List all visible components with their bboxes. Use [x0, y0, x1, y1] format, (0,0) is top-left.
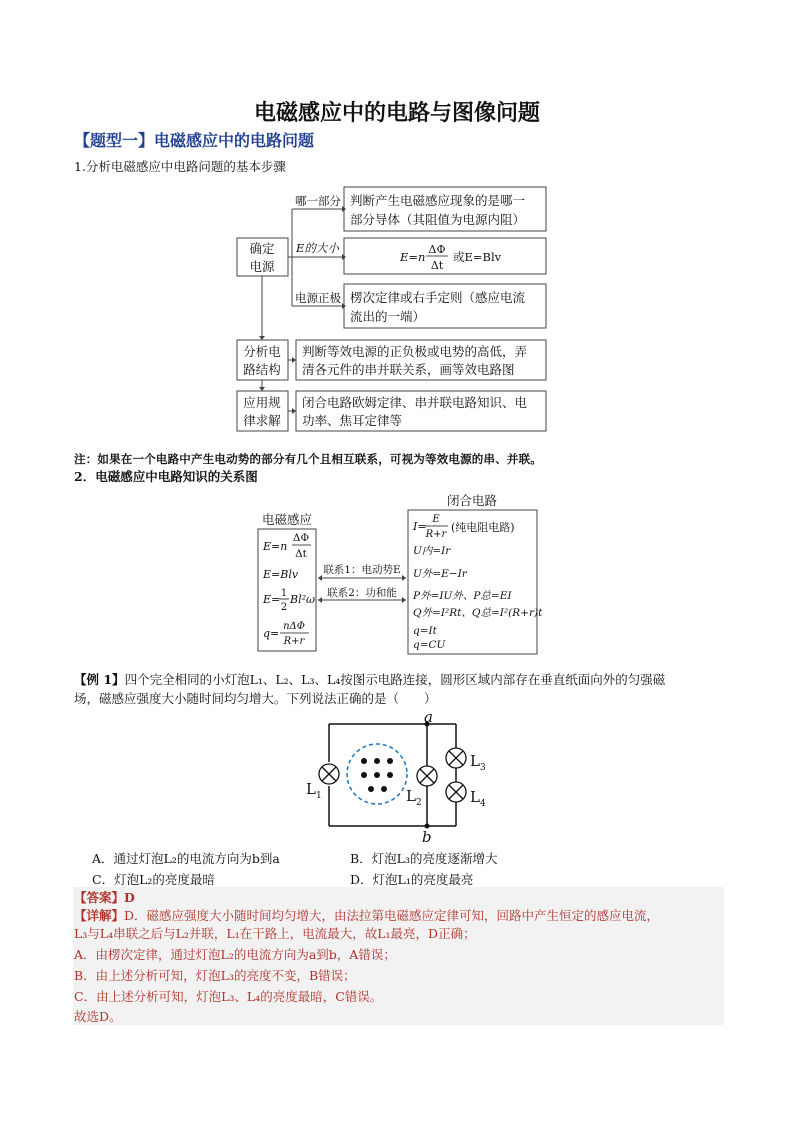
label-pole: 电源正极: [295, 291, 341, 305]
emf-num: ΔΦ: [428, 243, 446, 256]
box-apply-desc-l1: 闭合电路欧姆定律、串并联电路知识、电: [302, 395, 528, 410]
answer-detail-2: L₃与L₄串联之后与L₂并联，L₁在干路上，电流最大，故L₁最亮，D正确；: [74, 926, 476, 941]
lamp-l4: [446, 782, 466, 802]
step2-heading: 2．电磁感应中电路知识的关系图: [74, 469, 258, 484]
right-q: Q外=I²Rt、Q总=I²(R+r)t: [413, 607, 543, 619]
answer-line-c: C．由上述分析可知，灯泡L₃、L₄的亮度最暗，C错误。: [74, 989, 383, 1004]
left-e3a: E=: [263, 593, 281, 606]
box-source-l2: 电源: [249, 259, 275, 274]
lamp-l3: [446, 748, 466, 768]
box-source-l1: 确定: [249, 241, 275, 256]
lamp-l1-sub: 1: [316, 791, 322, 801]
emf-den: Δt: [430, 259, 444, 272]
detail-line1: D．磁感应强度大小随时间均匀增大，由法拉第电磁感应定律可知，回路中产生恒定的感应电流，: [124, 908, 660, 923]
relation-left-title: 电磁感应: [261, 512, 313, 527]
left-q-num: nΔΦ: [283, 621, 305, 632]
option-b[interactable]: B．灯泡L₃的亮度逐渐增大: [350, 851, 498, 866]
link-2: 联系2：功和能: [327, 587, 397, 599]
right-q2: q=It: [413, 625, 437, 637]
right-u1: U内=Ir: [413, 545, 451, 557]
left-e3-num: 1: [280, 588, 288, 599]
right-i-num: E: [432, 514, 440, 525]
box-apply-desc-l2: 功率、焦耳定律等: [302, 413, 403, 428]
detail-tag: 【详解】: [74, 908, 125, 923]
option-c[interactable]: C．灯泡L₂的亮度最暗: [92, 872, 215, 887]
field-dots: [361, 758, 393, 792]
left-e1-num: ΔΦ: [292, 532, 310, 544]
box-part-l1: 判断产生电磁感应现象的是哪一: [350, 193, 526, 208]
left-q-den: R+r: [283, 636, 305, 647]
lamp-l3-sub: 3: [480, 763, 486, 773]
box-struct-desc-l2: 清各元件的串并联关系，画等效电路图: [302, 362, 515, 377]
box-struct-l1: 分析电: [243, 344, 281, 359]
right-u2: U外=E−Ir: [413, 568, 467, 580]
box-pole-l1: 楞次定律或右手定则（感应电流: [350, 290, 526, 305]
node-b: b: [422, 828, 432, 846]
right-i-note: (纯电阻电路): [451, 521, 515, 534]
lamp-l3-label: L: [470, 752, 480, 770]
right-p: P外=IU外、P总=EI: [413, 590, 512, 602]
section-heading: 【题型一】电磁感应中的电路问题: [74, 131, 315, 150]
right-i: I=: [413, 520, 427, 533]
page-title: 电磁感应中的电路与图像问题: [253, 101, 540, 126]
label-emf: E的大小: [296, 241, 339, 255]
left-e3-den: 2: [280, 602, 288, 613]
box-struct-l2: 路结构: [243, 362, 281, 377]
lamp-l4-label: L: [470, 788, 480, 806]
option-d[interactable]: D．灯泡L₁的亮度最亮: [350, 872, 474, 887]
right-i-den: R+r: [425, 529, 447, 540]
answer-label: 【答案】D: [74, 890, 135, 905]
node-a: a: [424, 708, 433, 726]
answer-line-b: B．由上述分析可知，灯泡L₃的亮度不变，B错误；: [74, 968, 356, 983]
lamp-l2-sub: 2: [416, 798, 422, 808]
box-struct-desc-l1: 判断等效电源的正负极或电势的高低，弄: [302, 344, 528, 359]
answer-detail-1: [74, 907, 659, 925]
example-stem-line2: 场，磁感应强度大小随时间均匀增大。下列说法正确的是（ ）: [74, 691, 437, 706]
left-e2: E=Blv: [263, 568, 299, 581]
link-1: 联系1：电动势E: [323, 564, 401, 576]
right-q3: q=CU: [413, 639, 446, 651]
left-q: q=: [263, 627, 280, 640]
left-e1-den: Δt: [295, 548, 307, 560]
box-part-l2: 部分导体（其阻值为电源内阻）: [350, 212, 526, 227]
example-stem-1: [74, 671, 665, 689]
left-e3b: Bl²ω: [290, 593, 315, 606]
emf-prefix: E=n: [400, 250, 426, 264]
example-stem-line1: 四个完全相同的小灯泡L₁、L₂、L₃、L₄按图示电路连接，圆形区域内部存在垂直纸面向外的匀强磁: [124, 672, 666, 687]
answer-line-a: A．由楞次定律，通过灯泡L₂的电流方向为a到b，A错误；: [74, 947, 396, 962]
lamp-l2: [417, 766, 437, 786]
box-apply-l1: 应用规: [243, 395, 281, 410]
note: 注：如果在一个电路中产生电动势的部分有几个且相互联系，可视为等效电源的串、并联。: [74, 452, 542, 466]
option-a[interactable]: A．通过灯泡L₂的电流方向为b到a: [92, 851, 280, 866]
left-e1: E=n: [263, 540, 288, 553]
lamp-l4-sub: 4: [480, 799, 486, 809]
box-pole-l2: 流出的一端）: [350, 309, 426, 324]
example-tag: 【例 1】: [74, 672, 125, 687]
emf-suffix: 或E=Blv: [453, 250, 502, 264]
lamp-l1-label: L: [306, 780, 316, 798]
lamp-l1: [319, 764, 339, 784]
label-part: 哪一部分: [295, 194, 341, 208]
step1-heading: 1.分析电磁感应中电路问题的基本步骤: [74, 159, 286, 174]
relation-right-title: 闭合电路: [446, 493, 498, 508]
lamp-l2-label: L: [406, 787, 416, 805]
box-apply-l2: 律求解: [243, 413, 281, 428]
answer-conclusion: 故选D。: [74, 1009, 122, 1024]
